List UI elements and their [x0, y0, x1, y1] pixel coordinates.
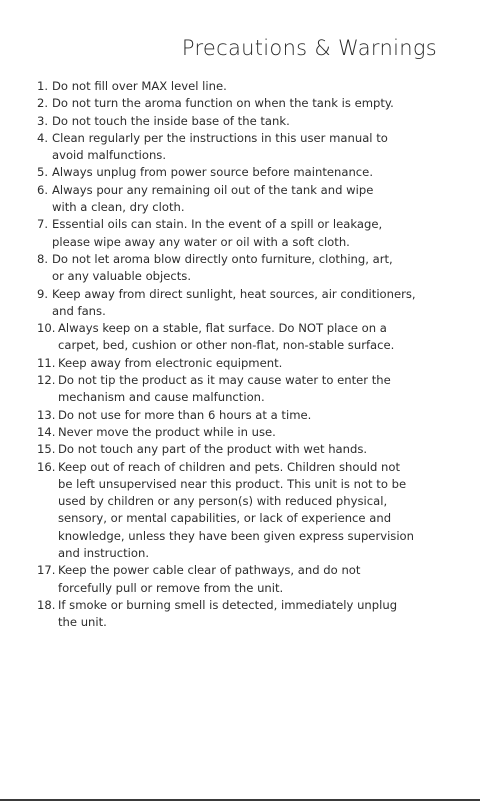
item-text: Do not touch the inside base of the tank.	[52, 113, 290, 128]
item-number: 11.	[37, 355, 56, 370]
item-text: Always pour any remaining oil out of the tank and wipe with a clean, dry cloth.	[52, 182, 374, 215]
item-number: 7.	[37, 217, 49, 232]
list-item	[37, 130, 441, 165]
item-number: 5.	[37, 165, 49, 180]
item-text: Keep away from electronic equipment.	[58, 355, 283, 370]
list-item	[37, 95, 441, 112]
list-item	[37, 441, 441, 458]
list-item	[37, 286, 441, 321]
list-item	[37, 113, 441, 130]
list-item	[37, 216, 441, 251]
item-number: 13.	[37, 407, 56, 422]
item-number: 3.	[37, 113, 49, 128]
precautions-list	[37, 78, 441, 632]
item-text: Do not fill over MAX level line.	[52, 79, 227, 93]
item-text: Keep out of reach of children and pets. Children should not be left unsupervised near this product. This unit is not to be used by children or any person(s) with reduced physical, sensory, or mental capabilities, or lack of experience and knowledge, unless they have been given express supervision and instruction.	[58, 459, 414, 561]
item-text: Keep the power cable clear of pathways, and do not forcefully pull or remove from the unit.	[58, 563, 361, 595]
list-item	[37, 407, 441, 424]
item-number: 9.	[37, 286, 49, 301]
list-item	[37, 320, 441, 355]
item-number: 10.	[37, 321, 56, 336]
item-number: 4.	[37, 130, 49, 145]
item-number: 16.	[37, 459, 56, 474]
list-item	[37, 424, 441, 441]
list-item	[37, 459, 441, 563]
item-text: Do not touch any part of the product with wet hands.	[58, 442, 368, 457]
item-text: Do not turn the aroma function on when the tank is empty.	[52, 96, 394, 111]
item-text: Do not tip the product as it may cause water to enter the mechanism and cause malfunction.	[58, 373, 391, 405]
list-item	[37, 251, 441, 286]
item-number: 6.	[37, 182, 49, 197]
item-text: Clean regularly per the instructions in this user manual to avoid malfunctions.	[52, 130, 388, 163]
item-number: 8.	[37, 251, 49, 266]
item-text: Essential oils can stain. In the event of a spill or leakage, please wipe away any water or oil with a soft cloth.	[52, 217, 383, 249]
page-title: Precautions & Warnings	[181, 36, 437, 60]
item-text: Keep away from direct sunlight, heat sources, air conditioners, and fans.	[52, 286, 416, 318]
item-text: Always keep on a stable, flat surface. Do NOT place on a carpet, bed, cushion or other non-flat, non-stable surface.	[58, 321, 395, 353]
list-item	[37, 78, 441, 95]
item-text: Do not use for more than 6 hours at a time.	[58, 407, 312, 422]
item-number: 2.	[37, 96, 49, 111]
item-number: 1.	[37, 79, 49, 93]
list-item	[37, 372, 441, 407]
item-number: 18.	[37, 597, 56, 612]
item-number: 14.	[37, 424, 56, 439]
list-item	[37, 597, 441, 632]
item-text: Never move the product while in use.	[58, 424, 276, 439]
list-item	[37, 562, 441, 597]
item-number: 17.	[37, 563, 56, 578]
list-item	[37, 182, 441, 217]
item-text: If smoke or burning smell is detected, immediately unplug the unit.	[58, 597, 398, 630]
item-text: Do not let aroma blow directly onto furniture, clothing, art, or any valuable objects.	[52, 251, 393, 284]
item-number: 12.	[37, 373, 56, 388]
item-number: 15.	[37, 442, 56, 457]
item-text: Always unplug from power source before maintenance.	[52, 165, 374, 180]
list-item	[37, 164, 441, 181]
list-item	[37, 355, 441, 372]
